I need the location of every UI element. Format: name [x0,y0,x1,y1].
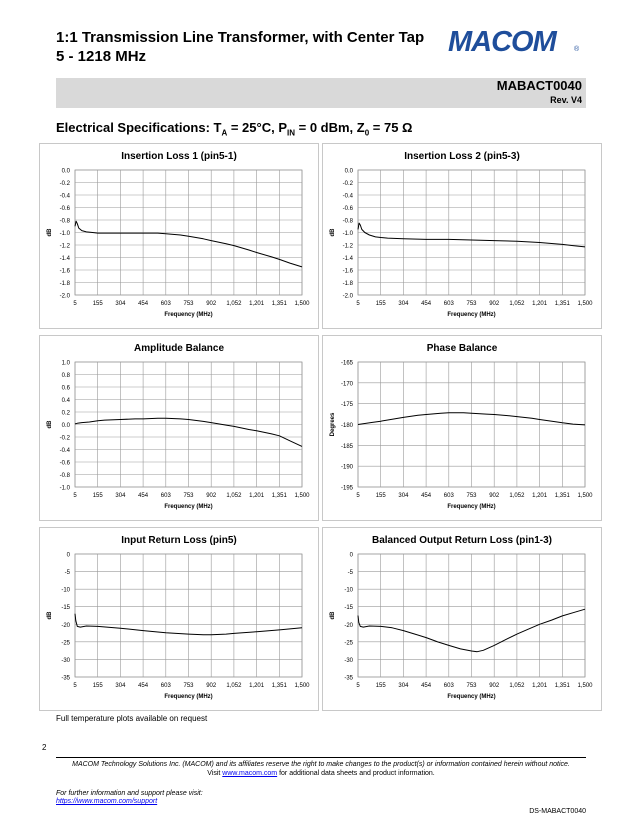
y-tick-label: -1.8 [59,281,70,287]
y-axis-label: dB [330,228,336,237]
x-tick-label: 304 [115,301,126,307]
y-tick-label: -0.8 [59,218,70,225]
document-code: DS-MABACT0040 [529,808,586,815]
x-tick-label: 1,500 [294,301,310,307]
y-tick-label: -1.6 [342,268,353,275]
y-tick-label: 0.2 [61,410,70,417]
y-tick-label: -15 [61,605,70,612]
x-tick-label: 5 [356,493,360,499]
x-tick-label: 454 [421,683,432,689]
chart-svg [40,528,318,710]
x-tick-label: 603 [443,683,454,689]
macom-website-link[interactable]: www.macom.com [222,770,278,777]
x-tick-label: 902 [489,301,500,307]
x-tick-label: 1,201 [532,301,548,307]
support-text: For further information and support please visit: [56,790,203,797]
x-axis-label: Frequency (MHz) [447,694,496,700]
y-tick-label: -1.2 [342,243,353,250]
y-tick-label: -1.4 [342,256,353,262]
x-tick-label: 902 [489,493,500,499]
x-axis-label: Frequency (MHz) [164,312,213,318]
y-tick-label: -1.6 [59,268,70,275]
x-tick-label: 902 [206,301,217,307]
y-tick-label: 0.4 [61,398,70,404]
y-axis-label: dB [47,420,53,429]
chart-input-return-loss [39,527,319,711]
y-tick-label: -1.4 [59,256,70,262]
y-tick-label: -175 [340,402,353,409]
y-tick-label: 0 [349,552,353,559]
x-tick-label: 1,201 [249,683,265,689]
x-tick-label: 1,201 [532,683,548,689]
y-axis-label: dB [47,611,53,620]
x-tick-label: 1,500 [577,683,593,689]
x-tick-label: 1,351 [554,493,570,499]
x-tick-label: 5 [73,683,77,689]
y-tick-label: 0.0 [61,168,70,175]
y-tick-label: -1.0 [59,231,70,237]
x-axis-label: Frequency (MHz) [164,504,213,510]
macom-logo [448,26,588,58]
logo-text: MACOM [448,26,556,58]
x-tick-label: 1,500 [577,301,593,307]
y-tick-label: -20 [344,622,353,629]
footer-divider [56,757,586,758]
x-tick-label: 1,052 [226,493,242,499]
chart-title: Balanced Output Return Loss (pin1-3) [371,535,553,546]
y-tick-label: 0.6 [61,385,70,392]
footer-visit-line [56,769,586,778]
y-tick-label: -0.8 [342,218,353,225]
x-tick-label: 454 [421,493,432,499]
x-tick-label: 454 [421,301,432,307]
title-line-2: 5 - 1218 MHz [56,48,147,65]
chart-svg [323,336,601,520]
y-tick-label: -1.0 [342,231,353,237]
x-tick-label: 5 [73,301,77,307]
spec-mid2: = 0 dBm, Z [295,120,365,135]
support-link[interactable]: https://www.macom.com/support [56,798,158,805]
x-tick-label: 155 [92,683,103,689]
x-tick-label: 603 [443,301,454,307]
y-tick-label: 1.0 [61,360,70,367]
y-tick-label: -5 [64,570,70,577]
spec-suffix: = 75 Ω [369,120,413,135]
x-tick-label: 603 [160,683,171,689]
x-tick-label: 454 [138,493,149,499]
chart-insertion-loss-2 [322,143,602,329]
y-tick-label: -170 [340,381,353,388]
temperature-footnote: Full temperature plots available on request [56,714,208,723]
y-tick-label: -190 [340,464,353,471]
logo-registered-mark: ® [574,46,580,53]
chart-svg [323,144,601,328]
spec-mid1: = 25°C, P [227,120,287,135]
chart-svg [40,144,318,328]
x-tick-label: 603 [443,493,454,499]
y-tick-label: -15 [344,605,353,612]
y-tick-label: -1.8 [342,281,353,287]
x-tick-label: 304 [398,301,409,307]
y-axis-label: dB [47,228,53,237]
y-tick-label: -0.4 [342,193,353,200]
chart-svg [40,336,318,520]
y-tick-label: -30 [344,657,353,664]
x-tick-label: 304 [115,683,126,689]
x-tick-label: 753 [466,493,477,499]
y-tick-label: -185 [340,443,353,450]
y-tick-label: -20 [61,622,70,629]
x-tick-label: 454 [138,683,149,689]
x-tick-label: 1,052 [226,683,242,689]
x-tick-label: 1,500 [577,493,593,499]
y-tick-label: 0 [66,552,70,559]
x-tick-label: 155 [92,493,103,499]
x-tick-label: 1,201 [532,493,548,499]
part-number: MABACT0040 [496,78,582,93]
x-tick-label: 753 [183,493,194,499]
x-tick-label: 304 [115,493,126,499]
spec-pin-sub: IN [287,128,295,138]
y-tick-label: -35 [61,675,70,682]
part-number-bar [56,78,586,108]
chart-insertion-loss-1 [39,143,319,329]
y-tick-label: 0.8 [61,373,70,379]
y-tick-label: -30 [61,657,70,664]
x-tick-label: 1,351 [271,493,287,499]
y-tick-label: -0.4 [59,193,70,200]
x-tick-label: 1,500 [294,683,310,689]
x-tick-label: 5 [73,493,77,499]
y-tick-label: -0.2 [59,181,70,187]
y-tick-label: -0.2 [342,181,353,187]
page-number: 2 [42,743,47,752]
chart-title: Insertion Loss 2 (pin5-3) [404,151,520,162]
y-tick-label: -1.2 [59,243,70,250]
visit-prefix: Visit [207,770,223,777]
spec-prefix: Electrical Specifications: T [56,120,222,135]
x-tick-label: 1,351 [271,301,287,307]
x-tick-label: 753 [466,301,477,307]
y-tick-label: 0.0 [344,168,353,175]
spec-z-sub: 0 [364,128,370,138]
x-tick-label: 902 [206,493,217,499]
chart-title: Input Return Loss (pin5) [121,535,237,546]
y-tick-label: 0.0 [61,423,70,429]
footer-disclaimer: MACOM Technology Solutions Inc. (MACOM) and its affiliates reserve the right to make changes to the product(s) or information contained herein without notice. [72,761,570,768]
chart-phase-balance [322,335,602,521]
x-tick-label: 603 [160,301,171,307]
y-tick-label: -0.6 [59,460,70,467]
revision-label: Rev. V4 [550,95,582,105]
x-axis-label: Frequency (MHz) [447,504,496,510]
chart-svg [323,528,601,710]
y-tick-label: -0.2 [59,435,70,442]
x-tick-label: 1,351 [271,683,287,689]
x-tick-label: 155 [375,301,386,307]
y-tick-label: -0.6 [342,206,353,212]
y-tick-label: -1.0 [59,485,70,492]
x-tick-label: 753 [466,683,477,689]
y-tick-label: -180 [340,423,353,429]
x-tick-label: 1,201 [249,301,265,307]
y-tick-label: -10 [61,587,70,594]
y-tick-label: -25 [344,640,353,647]
x-tick-label: 5 [356,301,360,307]
x-tick-label: 5 [356,683,360,689]
x-tick-label: 902 [489,683,500,689]
title-line-1: 1:1 Transmission Line Transformer, with Center Tap [56,29,425,46]
document-title [56,28,424,66]
spec-heading [56,120,412,138]
x-tick-label: 454 [138,301,149,307]
x-tick-label: 902 [206,683,217,689]
x-tick-label: 1,052 [509,683,525,689]
x-tick-label: 1,052 [509,301,525,307]
chart-title: Phase Balance [426,343,498,354]
chart-title: Amplitude Balance [133,343,225,354]
visit-suffix: for additional data sheets and product information. [277,770,435,777]
spec-ta-sub: A [221,128,228,138]
chart-output-return-loss [322,527,602,711]
y-tick-label: -0.8 [59,473,70,479]
x-tick-label: 304 [398,493,409,499]
x-tick-label: 1,052 [226,301,242,307]
x-tick-label: 304 [398,683,409,689]
y-axis-label: dB [330,611,336,620]
y-tick-label: -2.0 [59,293,70,300]
chart-amplitude-balance [39,335,319,521]
x-tick-label: 155 [92,301,103,307]
y-tick-label: -2.0 [342,293,353,300]
x-tick-label: 1,351 [554,301,570,307]
x-tick-label: 1,201 [249,493,265,499]
y-tick-label: -195 [340,485,353,492]
y-tick-label: -0.6 [59,206,70,212]
y-tick-label: -0.4 [59,448,70,454]
y-tick-label: -10 [344,587,353,594]
x-axis-label: Frequency (MHz) [164,694,213,700]
chart-title: Insertion Loss 1 (pin5-1) [121,151,237,162]
x-tick-label: 603 [160,493,171,499]
x-axis-label: Frequency (MHz) [447,312,496,318]
x-tick-label: 1,052 [509,493,525,499]
x-tick-label: 1,500 [294,493,310,499]
x-tick-label: 753 [183,683,194,689]
x-tick-label: 155 [375,683,386,689]
y-tick-label: -35 [344,675,353,682]
y-axis-label: Degrees [330,412,336,437]
y-tick-label: -165 [340,360,353,367]
x-tick-label: 1,351 [554,683,570,689]
y-tick-label: -25 [61,640,70,647]
x-tick-label: 155 [375,493,386,499]
y-tick-label: -5 [347,570,353,577]
x-tick-label: 753 [183,301,194,307]
